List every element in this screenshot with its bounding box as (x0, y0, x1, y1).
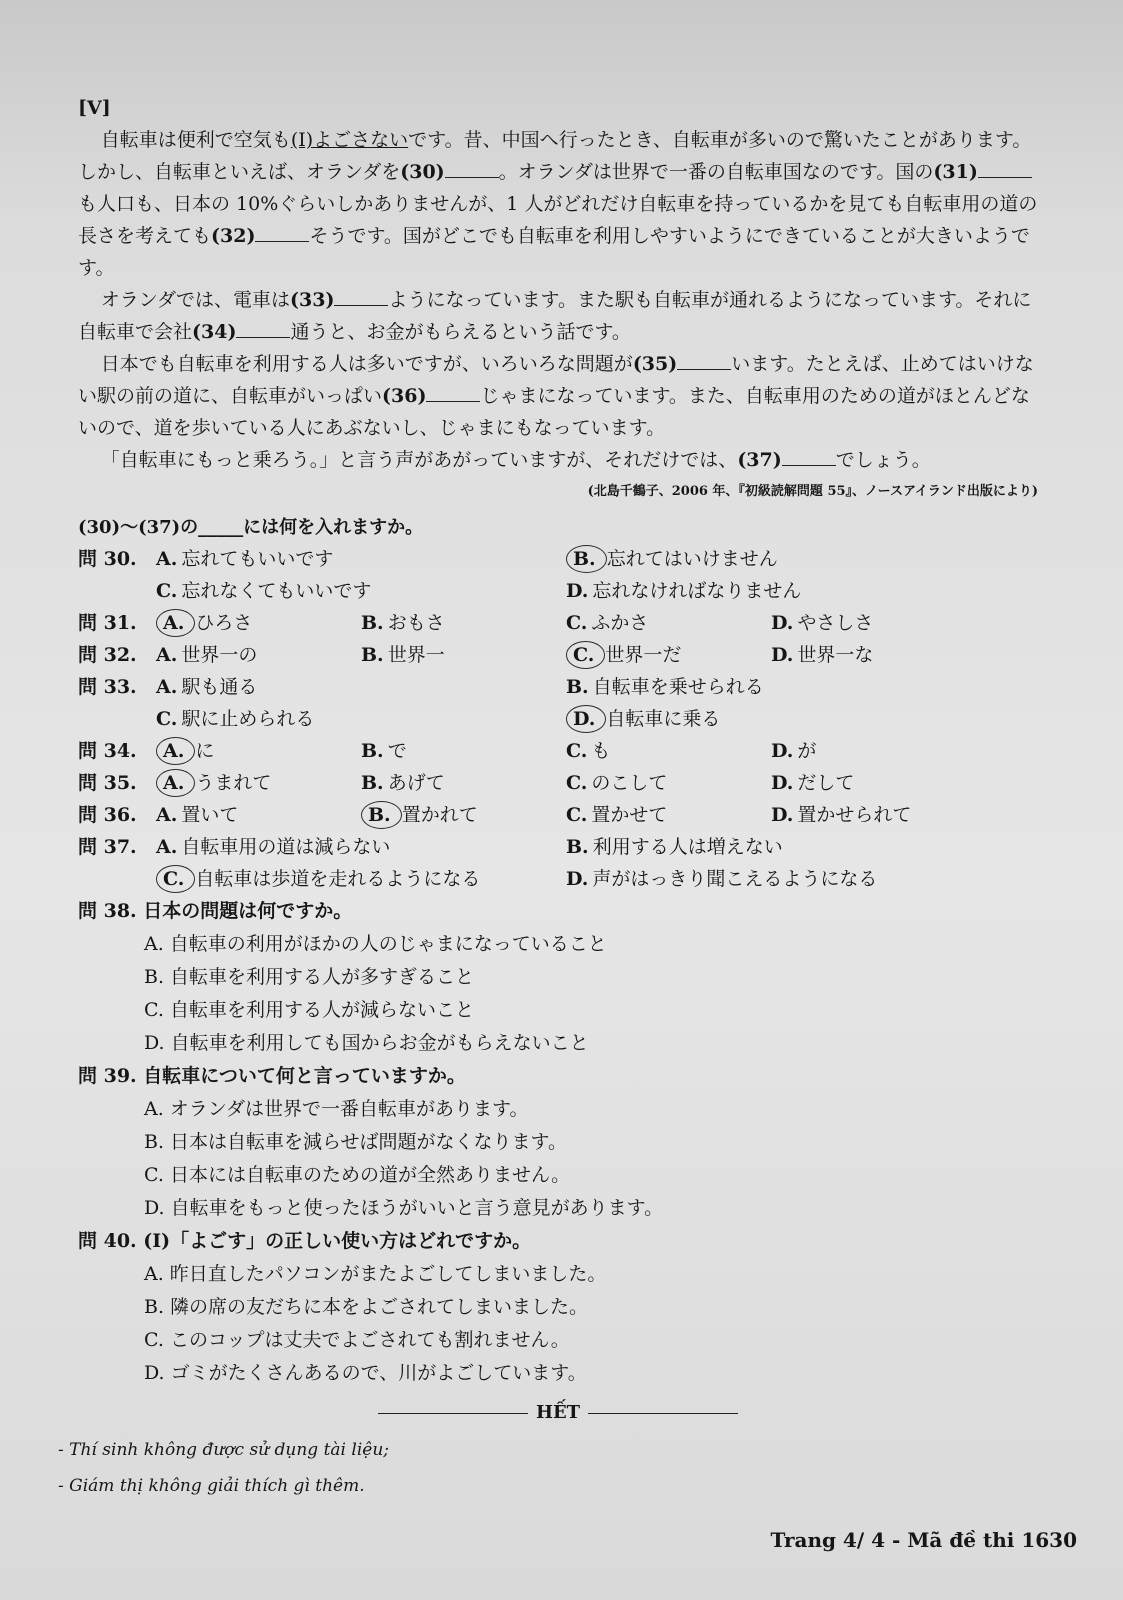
question-39-option-b[interactable]: B. 日本は自転車を減らせば問題がなくなります。 (144, 1131, 567, 1153)
question-39-stem: 問 39. 自転車について何と言っていますか。 (78, 1065, 466, 1087)
section-label: [V] (78, 97, 111, 119)
passage-paragraph-3: 日本でも自転車を利用する人は多いですが、いろいろな問題が(35) います。たとえば、止めてはいけない駅の前の道に、自転車がいっぱい(36) じゃまになっています。また、自転車用のための道がほとんどないので、道を歩いている人にあぶないし、じゃまにもなっています。 (78, 348, 1038, 444)
option[interactable]: C. 置かせて (566, 804, 668, 826)
option[interactable]: B. 忘れてはいけません (566, 543, 778, 575)
question-38-option-a[interactable]: A. 自転車の利用がほかの人のじゃまになっていること (144, 933, 607, 955)
question-33-row-1: 問 33. A. 駅も通る B. 自転車を乗せられる (78, 671, 1038, 703)
question-40-option-d[interactable]: D. ゴミがたくさんあるので、川がよごしています。 (144, 1362, 587, 1384)
option[interactable]: C. のこして (566, 772, 668, 794)
option[interactable]: A. 置いて (156, 804, 239, 826)
question-39-option-c[interactable]: C. 日本には自転車のための道が全然ありません。 (144, 1164, 571, 1186)
question-34: 問 34. A. に B. で C. も D. が (78, 735, 1038, 767)
blank-35 (677, 350, 731, 370)
blank-30 (445, 158, 499, 178)
option[interactable]: D. が (771, 740, 817, 762)
option[interactable]: D. 自転車に乗る (566, 703, 720, 735)
option[interactable]: A. 自転車用の道は減らない (156, 836, 391, 858)
passage-paragraph-2: オランダでは、電車は(33) ようになっています。また駅も自転車が通れるようになっています。それに自転車で会社(34) 通うと、お金がもらえるという話です。 (78, 284, 1038, 348)
question-37-row-1: 問 37. A. 自転車用の道は減らない B. 利用する人は増えない (78, 831, 1038, 863)
question-38-stem: 問 38. 日本の問題は何ですか。 (78, 900, 353, 922)
question-37-row-2 (78, 863, 1038, 895)
question-38-option-c[interactable]: C. 自転車を利用する人が減らないこと (144, 999, 474, 1021)
option[interactable]: D. 置かせられて (771, 804, 912, 826)
question-35: 問 35. A. うまれて B. あげて C. のこして D. だして (78, 767, 1038, 799)
passage-paragraph-4: 「自転車にもっと乗ろう。」と言う声があがっていますが、それだけでは、(37) でしょう。 (78, 444, 1038, 476)
question-32: 問 32. A. 世界一の B. 世界一 C. 世界一だ D. 世界一な (78, 639, 1038, 671)
option[interactable]: B. あげて (361, 772, 445, 794)
option[interactable]: D. だして (771, 772, 855, 794)
page-footer: Trang 4/ 4 - Mã đề thi 1630 (770, 1528, 1077, 1552)
question-31: 問 31. A. ひろさ B. おもさ C. ふかさ D. やさしさ (78, 607, 1038, 639)
option[interactable]: B. おもさ (361, 612, 445, 634)
blank-31 (978, 158, 1032, 178)
question-40-option-a[interactable]: A. 昨日直したパソコンがまたよごしてしまいました。 (144, 1263, 607, 1285)
question-40-option-b[interactable]: B. 隣の席の友だちに本をよごされてしまいました。 (144, 1296, 589, 1318)
question-30-row-1: 問 30. A. 忘れてもいいです B. 忘れてはいけません (78, 543, 1038, 575)
end-marker: HẾT (78, 1402, 1038, 1423)
option[interactable]: C. 駅に止められる (156, 708, 315, 730)
option[interactable]: C. 世界一だ (566, 639, 771, 671)
question-38-option-b[interactable]: B. 自転車を利用する人が多すぎること (144, 966, 475, 988)
option[interactable]: C. 忘れなくてもいいです (156, 580, 372, 602)
option[interactable]: B. 置かれて (361, 799, 566, 831)
blank-32 (255, 222, 309, 242)
blank-36 (426, 382, 480, 402)
question-33-row-2 (78, 703, 1038, 735)
question-40-option-c[interactable]: C. このコップは丈夫でよごされても割れません。 (144, 1329, 570, 1351)
option[interactable]: A. に (156, 735, 361, 767)
underlined-phrase-I: (I)よごさない (290, 129, 409, 151)
question-36: 問 36. A. 置いて B. 置かれて C. 置かせて D. 置かせられて (78, 799, 1038, 831)
option[interactable]: C. も (566, 740, 611, 762)
option[interactable]: C. 自転車は歩道を走れるようになる (156, 863, 566, 895)
instruction: (30)〜(37)の_____には何を入れますか。 (78, 517, 424, 538)
blank-34 (236, 318, 290, 338)
option[interactable]: D. 忘れなければなりません (566, 580, 802, 602)
option[interactable]: B. 利用する人は増えない (566, 836, 783, 858)
question-39-option-a[interactable]: A. オランダは世界で一番自転車があります。 (144, 1098, 529, 1120)
question-40-stem: 問 40. (I)「よごす」の正しい使い方はどれですか。 (78, 1230, 532, 1252)
passage-source: (北島千鶴子、2006 年、『初級読解問題 55』、ノースアイランド出版により) (587, 484, 1038, 499)
blank-33 (334, 286, 388, 306)
option[interactable]: B. 世界一 (361, 644, 445, 666)
option[interactable]: A. ひろさ (156, 607, 361, 639)
option[interactable]: A. うまれて (156, 767, 361, 799)
blank-37 (782, 446, 836, 466)
option[interactable]: D. 声がはっきり聞こえるようになる (566, 868, 878, 890)
passage-paragraph-1: 自転車は便利で空気も(I)よごさないです。昔、中国へ行ったとき、自転車が多いので驚いたことがあります。しかし、自転車といえば、オランダを(30) 。オランダは世界で一番の自転車国なのです。国の(31)も人口も、日本の 10%ぐらいしかありませんが、1 人がどれだけ自転車を持っているかを見ても自転車用の道の長さを考えても(32) そうです。国がどこでも自転車を利用しやすいようにできていることが大きいようです。 (78, 129, 1038, 279)
exam-notes (58, 1432, 389, 1504)
option[interactable]: D. 世界一な (771, 644, 874, 666)
option[interactable]: B. 自転車を乗せられる (566, 676, 764, 698)
option[interactable]: C. ふかさ (566, 612, 649, 634)
question-30-row-2 (78, 575, 1038, 607)
option[interactable]: D. やさしさ (771, 612, 874, 634)
note-line: - Giám thị không giải thích gì thêm. (58, 1476, 365, 1496)
option[interactable]: B. で (361, 740, 407, 762)
question-38-option-d[interactable]: D. 自転車を利用しても国からお金がもらえないこと (144, 1032, 589, 1054)
option[interactable]: A. 世界一の (156, 644, 258, 666)
option[interactable]: A. 忘れてもいいです (156, 548, 334, 570)
question-39-option-d[interactable]: D. 自転車をもっと使ったほうがいいと言う意見があります。 (144, 1197, 664, 1219)
exam-content (78, 92, 1038, 1423)
option[interactable]: A. 駅も通る (156, 676, 258, 698)
note-line: - Thí sinh không được sử dụng tài liệu; (58, 1440, 390, 1460)
